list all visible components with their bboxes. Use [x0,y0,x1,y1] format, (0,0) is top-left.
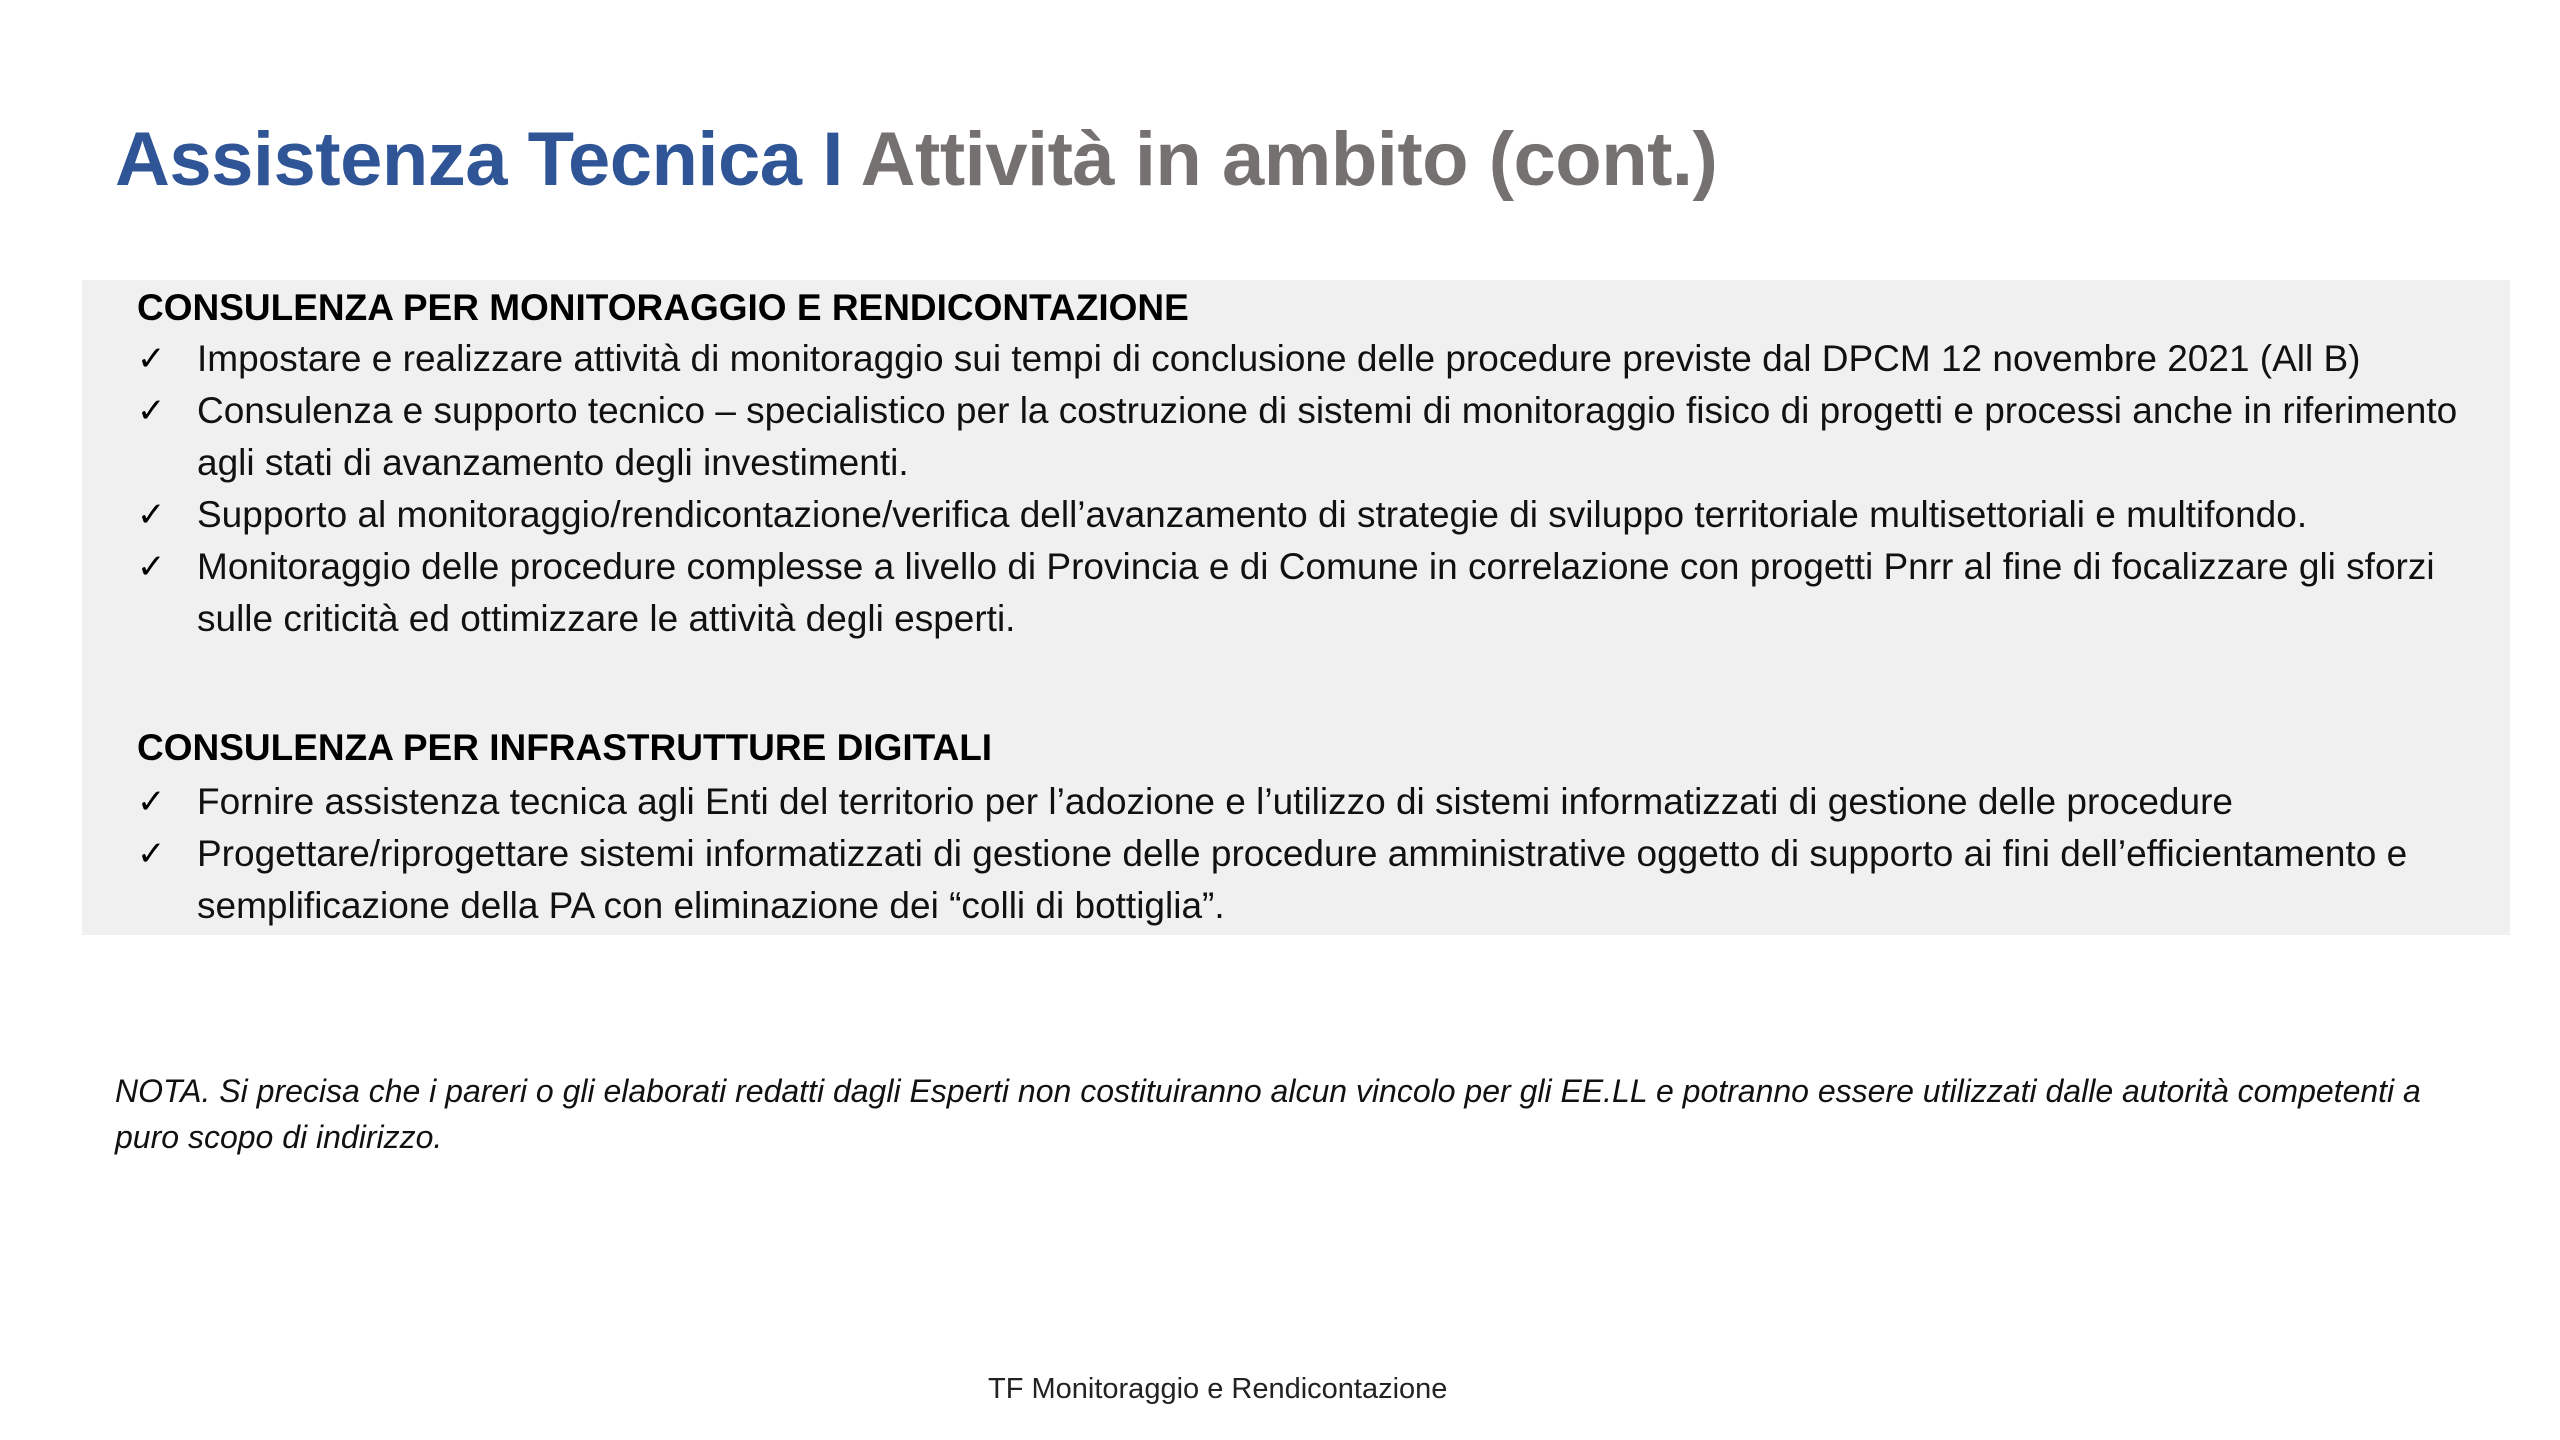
title-separator: I [822,117,843,202]
list-item [137,828,2507,932]
section-heading-infrastrutture: CONSULENZA PER INFRASTRUTTURE DIGITALI [137,727,993,768]
checkmark-icon: ✓ [137,495,166,535]
slide-title [115,112,1717,208]
checkmark-icon: ✓ [137,339,166,379]
list-item [137,489,2507,541]
footer-label: TF Monitoraggio e Rendicontazione [988,1373,1448,1405]
list-item-text: Progettare/riprogettare sistemi informatizzati di gestione delle procedure amministrative oggetto di supporto ai fini dell’efficientamento e semplificazione della PA con eliminazione dei “colli di bottiglia”. [197,833,2408,926]
list-item-text: Fornire assistenza tecnica agli Enti del territorio per l’adozione e l’utilizzo di sistemi informatizzati di gestione delle procedure [197,781,2233,822]
list-item-text: Consulenza e supporto tecnico – specialistico per la costruzione di sistemi di monitoraggio fisico di progetti e processi anche in riferimento agli stati di avanzamento degli investimenti. [197,390,2458,483]
list-item [137,541,2507,645]
list-item-text: Impostare e realizzare attività di monitoraggio sui tempi di conclusione delle procedure previste dal DPCM 12 novembre 2021 (All B) [197,338,2361,379]
list-item-text: Supporto al monitoraggio/rendicontazione/verifica dell’avanzamento di strategie di sviluppo territoriale multisettoriali e multifondo. [197,494,2308,535]
bullet-list-monitoraggio [137,333,2507,645]
list-item [137,333,2507,385]
title-main: Assistenza Tecnica [115,117,802,202]
list-item [137,776,2507,828]
checkmark-icon: ✓ [137,391,166,431]
checkmark-icon: ✓ [137,834,166,874]
section-heading-monitoraggio: CONSULENZA PER MONITORAGGIO E RENDICONTAZIONE [137,287,1189,328]
checkmark-icon: ✓ [137,782,166,822]
checkmark-icon: ✓ [137,547,166,587]
nota-text: NOTA. Si precisa che i pareri o gli elaborati redatti dagli Esperti non costituiranno alcun vincolo per gli EE.LL e potranno essere utilizzati dalle autorità competenti a puro scopo di indirizzo. [115,1073,2421,1155]
list-item [137,385,2507,489]
title-subtitle: Attività in ambito (cont.) [860,117,1718,202]
list-item-text: Monitoraggio delle procedure complesse a livello di Provincia e di Comune in correlazione con progetti Pnrr al fine di focalizzare gli sforzi sulle criticità ed ottimizzare le attività degli esperti. [197,546,2435,639]
bullet-list-infrastrutture [137,776,2507,932]
